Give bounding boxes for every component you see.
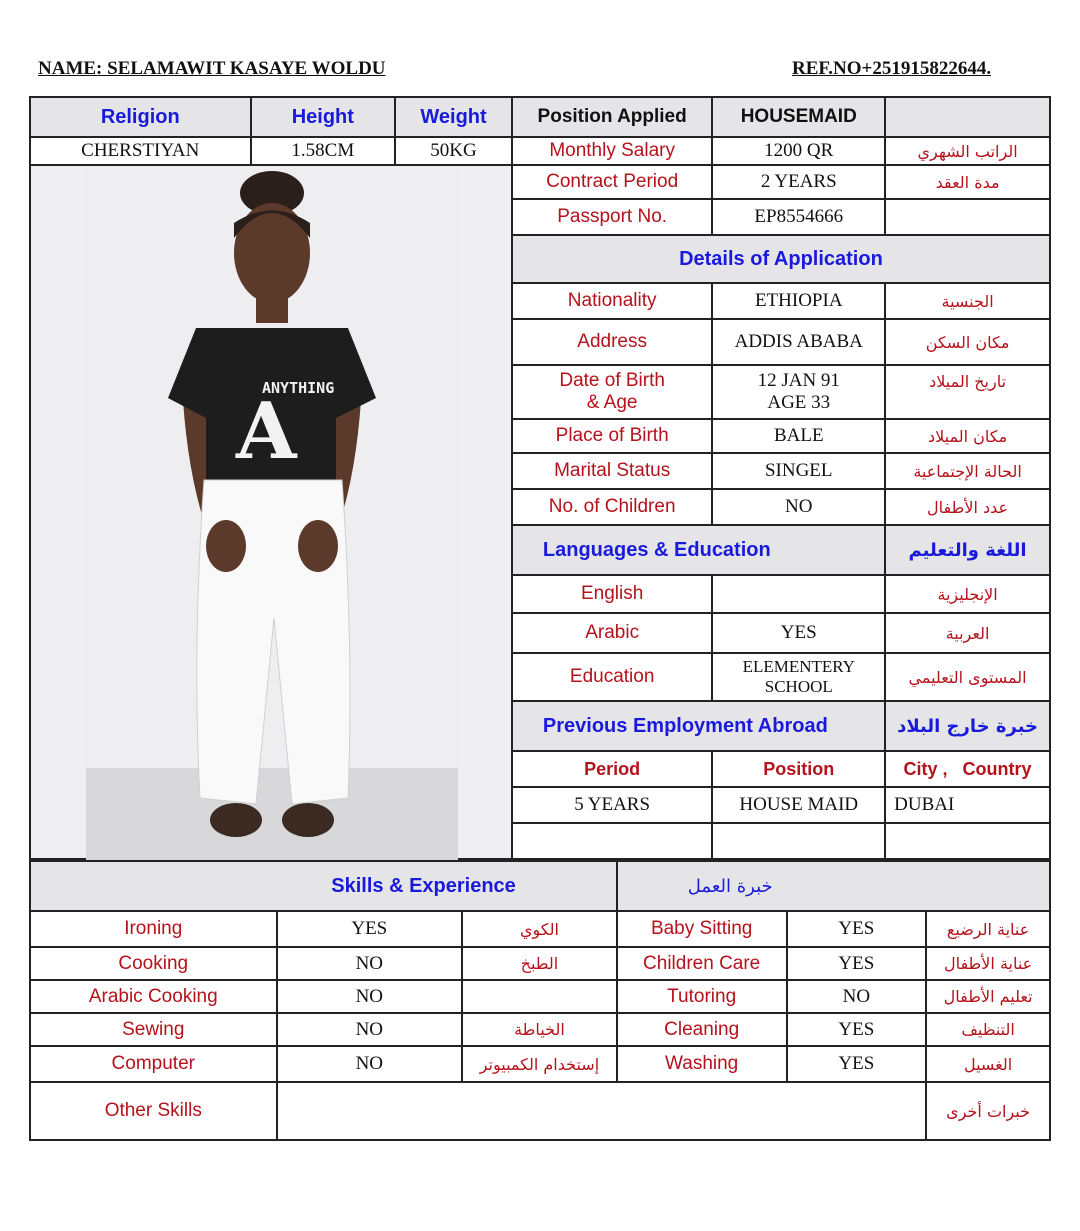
education-value (712, 653, 885, 701)
height-header: Height (251, 97, 396, 137)
dob-date: 12 JAN 91 (757, 370, 840, 391)
skill-ironing-value: YES (277, 911, 463, 947)
position-arabic-cell (885, 97, 1050, 137)
children-arabic: عدد الأطفال (885, 489, 1050, 525)
skill-cleaning-arabic: التنظيف (926, 1013, 1050, 1046)
english-value (712, 575, 885, 613)
employment-section-arabic: خبرة خارج البلاد (885, 701, 1050, 751)
city-country-column-header: City , Country (885, 751, 1050, 787)
skills-section-arabic: خبرة العمل (687, 875, 773, 897)
skill-tutoring-value: NO (787, 980, 927, 1013)
marital-value: SINGEL (712, 453, 885, 489)
employment-city: DUBAI (885, 787, 1050, 823)
education-value-line1: ELEMENTERY (742, 657, 855, 676)
skill-computer-value: NO (277, 1046, 463, 1082)
marital-label: Marital Status (512, 453, 712, 489)
salary-label: Monthly Salary (512, 137, 712, 165)
address-arabic: مكان السكن (885, 319, 1050, 365)
other-skills-value (277, 1082, 927, 1140)
passport-arabic-cell (885, 199, 1050, 235)
employment-period: 5 YEARS (512, 787, 712, 823)
skill-tutoring-label: Tutoring (617, 980, 787, 1013)
skill-cooking-arabic: الطبخ (462, 947, 617, 980)
languages-section-arabic: اللغة والتعليم (885, 525, 1050, 575)
arabic-value: YES (712, 613, 885, 653)
arabic-arabic: العربية (885, 613, 1050, 653)
skill-washing-value: YES (787, 1046, 927, 1082)
contract-value: 2 YEARS (712, 165, 885, 199)
skill-cleaning-label: Cleaning (617, 1013, 787, 1046)
dob-label-line1: Date of Birth (559, 370, 665, 391)
religion-value: CHERSTIYAN (30, 137, 251, 165)
salary-value: 1200 QR (712, 137, 885, 165)
skill-computer-label: Computer (30, 1046, 277, 1082)
weight-value: 50KG (395, 137, 512, 165)
arabic-label: Arabic (512, 613, 712, 653)
skill-cleaning-value: YES (787, 1013, 927, 1046)
candidate-name: NAME: SELAMAWIT KASAYE WOLDU (38, 58, 386, 79)
skills-table (29, 860, 1051, 1141)
skill-ironing-label: Ironing (30, 911, 277, 947)
position-column-header: Position (712, 751, 885, 787)
skill-cooking-value: NO (277, 947, 463, 980)
children-value: NO (712, 489, 885, 525)
employment-section-title: Previous Employment Abroad (512, 701, 885, 751)
skill-arabiccooking-arabic (462, 980, 617, 1013)
period-column-header: Period (512, 751, 712, 787)
address-label: Address (512, 319, 712, 365)
skill-washing-label: Washing (617, 1046, 787, 1082)
height-value: 1.58CM (251, 137, 396, 165)
skills-section-title: Skills & Experience (30, 861, 617, 911)
other-skills-label: Other Skills (30, 1082, 277, 1140)
passport-label: Passport No. (512, 199, 712, 235)
nationality-arabic: الجنسية (885, 283, 1050, 319)
education-value-line2: SCHOOL (764, 677, 833, 696)
marital-arabic: الحالة الإجتماعية (885, 453, 1050, 489)
weight-header: Weight (395, 97, 512, 137)
skill-childrencare-value: YES (787, 947, 927, 980)
position-applied-value: HOUSEMAID (712, 97, 885, 137)
skill-computer-arabic: إستخدام الكمبيوتر (462, 1046, 617, 1082)
birthplace-value: BALE (712, 419, 885, 453)
shirt-text: ANYTHING (262, 379, 335, 397)
passport-value: EP8554666 (712, 199, 885, 235)
skills-section-arabic-cell (617, 861, 1050, 911)
education-arabic: المستوى التعليمي (885, 653, 1050, 701)
skill-washing-arabic: الغسيل (926, 1046, 1050, 1082)
skill-tutoring-arabic: تعليم الأطفال (926, 980, 1050, 1013)
skill-babysitting-label: Baby Sitting (617, 911, 787, 947)
reference-number: REF.NO+251915822644. (792, 58, 992, 79)
religion-header: Religion (30, 97, 251, 137)
candidate-photo-graphic (86, 168, 458, 862)
address-value: ADDIS ABABA (712, 319, 885, 365)
dob-value (712, 365, 885, 419)
skill-childrencare-arabic: عناية الأطفال (926, 947, 1050, 980)
salary-arabic: الراتب الشهري (885, 137, 1050, 165)
candidate-photo (30, 165, 512, 859)
skill-ironing-arabic: الكوي (462, 911, 617, 947)
nationality-value: ETHIOPIA (712, 283, 885, 319)
skill-sewing-arabic: الخياطة (462, 1013, 617, 1046)
skill-babysitting-value: YES (787, 911, 927, 947)
dob-label (512, 365, 712, 419)
details-section-title: Details of Application (512, 235, 1050, 283)
english-arabic: الإنجليزية (885, 575, 1050, 613)
employment-position-empty (712, 823, 885, 859)
children-label: No. of Children (512, 489, 712, 525)
skill-sewing-value: NO (277, 1013, 463, 1046)
shirt-letter-a: A (236, 386, 297, 477)
english-label: English (512, 575, 712, 613)
employment-position: HOUSE MAID (712, 787, 885, 823)
birthplace-label: Place of Birth (512, 419, 712, 453)
birthplace-arabic: مكان الميلاد (885, 419, 1050, 453)
languages-section-title: Languages & Education (512, 525, 885, 575)
profile-table (29, 96, 1051, 860)
employment-city-empty (885, 823, 1050, 859)
age-value: AGE 33 (767, 392, 831, 413)
skill-babysitting-arabic: عناية الرضيع (926, 911, 1050, 947)
other-skills-arabic: خبرات أخرى (926, 1082, 1050, 1140)
skill-childrencare-label: Children Care (617, 947, 787, 980)
dob-arabic: تاريخ الميلاد (885, 365, 1050, 419)
skill-arabiccooking-value: NO (277, 980, 463, 1013)
skill-sewing-label: Sewing (30, 1013, 277, 1046)
position-applied-label: Position Applied (512, 97, 712, 137)
skill-cooking-label: Cooking (30, 947, 277, 980)
education-label: Education (512, 653, 712, 701)
contract-label: Contract Period (512, 165, 712, 199)
nationality-label: Nationality (512, 283, 712, 319)
dob-label-line2: & Age (586, 392, 638, 413)
contract-arabic: مدة العقد (885, 165, 1050, 199)
employment-period-empty (512, 823, 712, 859)
skill-arabiccooking-label: Arabic Cooking (30, 980, 277, 1013)
